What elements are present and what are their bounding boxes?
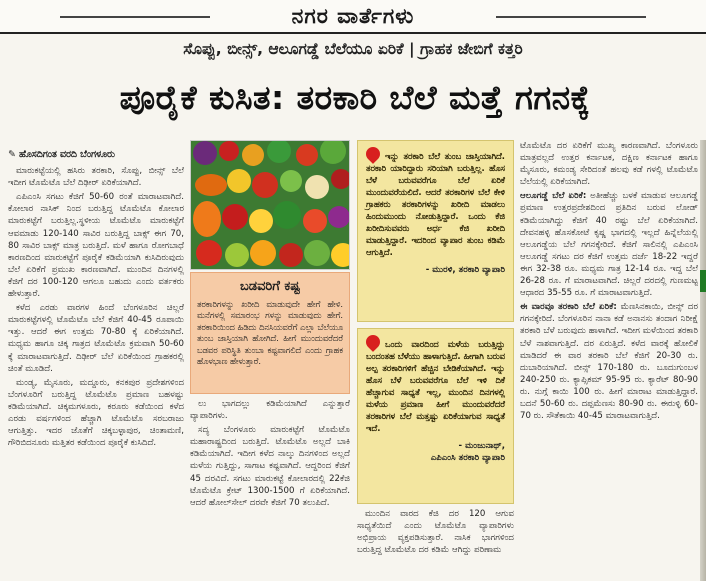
byline [8, 149, 184, 161]
quote-body: ಇನ್ನು ತರಕಾರಿ ಬೆಲೆ ತುಂಬ ಜಾಸ್ತಿಯಾಗಿದೆ. ತರಕಾರಿ ಯಾರಿದ್ದಾರು ಸರಿಯಾಗಿ ಬರುತ್ತಿಲ್ಲ. ಹೊಸ ಬೆಳೆ ಬರುವವರೆಗೂ ಬೆಲೆ ಏರಿಕೆ ಮುಂದುವರೆಯಲಿದೆ. ಆದರೆ ತರಕಾರಿಗಳ ಬೆಲೆ ಕೇಳಿ ಗ್ರಾಹಕರು ತರಕಾರಿಗಳನ್ನು ಖರೀದಿ ಮಾಡಲು ಹಿಂದುಮುಂದು ನೋಡುತ್ತಿದ್ದಾರೆ. ಒಂದು ಕೆಜಿ ಖರೀದಿಸುವವರು ಅರ್ಧ ಕೆಜಿ ಖರೀದಿ ಮಾಡುತ್ತಿದ್ದಾರೆ. ಇದರಿಂದ ವ್ಯಾಪಾರ ತುಂಬ ಕಡಿಮೆ ಆಗುತ್ತಿದೆ. [366, 151, 505, 257]
paragraph: ಮುಂದಿನ ವಾರದ ಕೆಜಿ ದರ 120 ಆಗುವ ಸಾಧ್ಯತೆಯಿದೆ ಎಂದು ಟೊಮೆಟೊ ವ್ಯಾಪಾರಿಗಳು ಅಭಿಪ್ರಾಯ ವ್ಯಕ್ತಪಡಿಸುತ್ತಾರೆ. ನಾಸಿಕ ಭಾಗಗಳಿಂದ ಬರುತ್ತಿದ್ದ ಟೊಮೆಟೊ ದರ ಕಡಿಮೆ ಆಗಿದ್ದು ಪರಿಣಾಮ [357, 509, 514, 556]
quote-box-1 [357, 140, 514, 322]
quote-text [366, 335, 505, 434]
paragraph: ಟೊಮೆಟೊ ದರ ಏರಿಕೆಗೆ ಮುಖ್ಯ ಕಾರಣವಾಗಿದೆ. ಬೆಂಗಳೂರು ಮಾತ್ರವಲ್ಲದೆ ಉತ್ತರ ಕರ್ನಾಟಕ, ದಕ್ಷಿಣ ಕರ್ನಾಟಕ ಹಾಗೂ ಮೈಸೂರು, ಕಮಂಡ್ಯ ಸೇರಿದಂತೆ ಹಲವು ಕಡೆ ಗಳಲ್ಲಿ ಟೊಮೆಟೊ ಬೆಲೆಯಲ್ಲಿ ಏರಿಕೆಯಾಗಿದೆ. [520, 141, 698, 188]
vegetables-photo [190, 140, 350, 270]
kicker: ಸೊಪ್ಪು, ಬೀನ್ಸ್, ಆಲೂಗಡ್ಡೆ ಬೆಲೆಯೂ ಏರಿಕೆ | ಗ್ರಾಹಕ ಜೇಬಿಗೆ ಕತ್ತರಿ [183, 40, 523, 58]
byline-text: ಹೊಸದಿಗಂತ ವರದಿ ಬೆಂಗಳೂರು [19, 149, 115, 160]
quote-attribution: - ಮುರಳಿ, ತರಕಾರಿ ವ್ಯಾಪಾರಿ [425, 265, 505, 275]
red-drop-icon [363, 144, 383, 164]
subheading: ಈ ವಾರವೂ ತರಕಾರಿ ಬೆಲೆ ಏರಿಕೆ: [520, 302, 617, 313]
red-drop-icon [363, 332, 383, 352]
paragraph: ಲು ಭಾಗದಲ್ಲು ಕಡಿಮೆಯಾಗಿದೆ ಎನ್ನುತ್ತಾರೆ ವ್ಯಾಪಾರಿಗಳು. [190, 399, 350, 422]
paragraph [520, 301, 698, 422]
vegetables-illustration [191, 141, 350, 270]
quote-attribution-role: ಎಪಿಎಂಸಿ ತರಕಾರಿ ವ್ಯಾಪಾರಿ [430, 453, 505, 463]
paragraph: ಎಪಿಎಂಸಿ ಸಗಟು ಕೆಜಿಗೆ 50-60 ರಂತೆ ಮಾರಾಟವಾಗಿದೆ. ಕೋಲಾರ ನಾಸಿಕ್ ನಿಂದ ಬರುತ್ತಿದ್ದ ಟೊಮೆಟೊ ಕೋಲಾರ ಮಾರುಕಟ್ಟೆಗೆ ಬರುತ್ತಿಲ್ಲ.ಸ್ಥಳೀಯ ಟೊಮೆಟೊ ಮಾರುಕಟ್ಟೆಗೆ ಆವಮಾಡು 120-140 ಸಾವಿರ ಬರುತ್ತಿದ್ದ ಬಾಕ್ಸ್ ಈಗ 70, 80 ಸಾವಿರ ಬಾಕ್ಸ್ ಮಾತ್ರ ಬರುತ್ತಿದೆ. ಮಳೆ ಹಾಗೂ ರೋಗಬಾಧೆ ಕಾರಣದಿಂದ ಮಾರುಕಟ್ಟೆಗೆ ಪೂರೈಕೆ ಕಡಿಮೆಯಾಗಿ ಕುಸಿದಿರುವುದು ಬೆಲೆ ಏರಿಕೆಗೆ ಪ್ರಮುಖ ಕಾರಣವಾಗಿದೆ. ಮುಂದಿನ ದಿನಗಳಲ್ಲಿ ಕೆಜಿಗೆ ದರ 100-120 ಆಗಲೂ ಬಹುದು ಎಂದು ವರ್ತಕರು ಹೇಳುತ್ತಾರೆ. [8, 192, 184, 300]
article-column-4 [520, 140, 698, 581]
quote-attribution [366, 440, 505, 464]
paragraph [520, 190, 698, 299]
page-edge-shadow [700, 140, 706, 581]
headline: ಪೂರೈಕೆ ಕುಸಿತ: ತರಕಾರಿ ಬೆಲೆ ಮತ್ತೆ ಗಗನಕ್ಕೆ [119, 78, 591, 117]
header-rule-left [60, 16, 210, 18]
quote-body: ಒಂದು ವಾರದಿಂದ ಮಳೆಯ ಬರುತ್ತಿದ್ದು ಬಂದಂತಹ ಬೆಳೆಯು ಹಾಳಾಗುತ್ತಿದೆ. ಹೀಗಾಗಿ ಬರುವ ಅಲ್ಪ ತರಕಾರಿಗಳಿಗೆ ಹೆಚ್ಚಿನ ಬೇಡಿಕೆಯಾಗಿದೆ. ಇನ್ನು ಹೊಸ ಬೆಳೆ ಬರುವವರೆಗೂ ಬೆಲೆ ಇಳಿ ದಿಕೆ ಹೆಚ್ಚಾಗುವ ಸಾಧ್ಯತೆ ಇಲ್ಲ, ಮುಂದಿನ ದಿನಗಳಲ್ಲಿ ಮಳೆಯ ಪ್ರಮಾಣ ಹೀಗೆ ಮುಂದುವರೆದರೆ ತರಕಾರಿಗಳ ಬೆಲೆ ಮತ್ತಷ್ಟು ಏರಿಕೆಯಾಗುವ ಸಾಧ್ಯತೆ ಇದೆ. [366, 339, 505, 433]
article-column-1 [8, 149, 184, 581]
paragraph-body: ಅತೀಹೆಚ್ಚು ಬಳಕೆ ಮಾಡುವ ಆಲೂಗಡ್ಡೆ ಪ್ರಮಾಣ ಉತ್ತರಪ್ರದೇಶದಿಂದ ಪ್ರತಿದಿನ ಬರುವ ಲೋಡ್ ಕಡಿಮೆಯಾಗಿದ್ದು ಕೆಜಿಗೆ 40 ರಷ್ಟು ಬೆಲೆ ಏರಿಕೆಯಾಗಿದೆ. ದೇವನಹಳ್ಳಿ ಹೊಸಕೋಟೆ ಕೃಷ್ಣ ಭಾಗದಲ್ಲಿ ಇಲ್ಲದೆ ಹಿನ್ನೆಲೆಯಲ್ಲಿ ಆಲೂಗಡ್ಡೆಯ ಬೆಲೆ ಗಗನಕ್ಕೇರಿದೆ. ಕೆಜಿಗೆ ಸಾಲಿನಲ್ಲಿ ಎಪಿಎಂಸಿ ಆಲೂಗಡ್ಡೆ ಸಗಟು ದರ ಕೆಜಿಗೆ ಉತ್ತಮ ದರ್ಜೆ 18-22 ಇದ್ದರೆ ಈಗ 32-38 ರೂ. ಮಧ್ಯಮ ಗಾತ್ರ 12-14 ರೂ. ಇದ್ದ ಬೆಲೆ 26-28 ರೂ. ಗೆ ಮಾರಾಟವಾಗಿದೆ. ಚಿಲ್ಲರೆ ದರದಲ್ಲಿ ಗುಣಮಟ್ಟ ಆಧಾರದ 35-55 ರೂ. ಗೆ ಮಾರಾಟವಾಗುತ್ತಿದೆ. [520, 191, 698, 299]
quote-attribution-name: - ಮಂಜುನಾಥ್, [458, 441, 505, 451]
header-rule-right [496, 16, 646, 18]
quote-text [366, 147, 505, 258]
paragraph-body: ಮೆಣಸಿನಕಾಯಿ, ಬೀನ್ಸ್ ದರ ಗಗನಕ್ಕೇರಿದೆ. ಬೆಂಗಳೂರಿನ ನಾನಾ ಕಡೆ ಅನಾನಸು ತಂದಾಗ ನಿರೀಕ್ಷೆ ತರಕಾರಿ ಬೆಳೆ ಬರುವುದು ಹಾಳಾಗಿದೆ. ಇದೀಗ ಮಳೆಯಿಂದ ತರಕಾರಿ ಬೆಳೆ ನಾಶವಾಗುತ್ತಿದೆ. ದರ ಏರುತ್ತಿದೆ. ಕಳೆದ ವಾರಕ್ಕೆ ಹೋಲಿಕೆ ಮಾಡಿದರೆ ಈ ವಾರ ತರಕಾರಿ ಬೆಲೆ ಕೆಜಿಗೆ 20-30 ರು. ದುಬಾರಿಯಾಗಿದೆ. ಬೀನ್ಸ್ 170-180 ರು. ಬೂದುಗುಂಬಳ 240-250 ರು. ಕ್ಯಾಪ್ಸಿಕಮ್ 95-95 ರು. ಕ್ಯಾರೆಟ್ 80-90 ರು. ನುಗ್ಗೆ ಕಾಯಿ 100 ರು. ಹೀಗೆ ಮಾರಾಟ ಮಾಡುತ್ತಿದ್ದಾರೆ. ಬದನೆ 50-60 ರು. ದಪ್ಪಮೆಣಸು 80-90 ರು. ಈರುಳ್ಳಿ 60-70 ರು. ಸೌತೆಕಾಯಿ 40-45 ಮಾರಾಟವಾಗುತ್ತಿದೆ. [520, 302, 698, 422]
page-edge-mark [700, 270, 706, 292]
article-column-3 [357, 508, 514, 581]
section-title: ನಗರ ವಾರ್ತೆಗಳು [291, 3, 415, 28]
info-box-title: ಬಡವರಿಗೆ ಕಷ್ಟ [240, 279, 300, 294]
subheading: ಆಲೂಗಡ್ಡೆ ಬೆಲೆ ಏರಿಕೆ: [520, 191, 587, 202]
paragraph: ಮಂಡ್ಯ, ಮೈಸೂರು, ಮದ್ದೂರು, ಕನಕಪುರ ಪ್ರದೇಶಗಳಿಂದ ಬೆಂಗಳೂರಿಗೆ ಬರುತ್ತಿದ್ದ ಟೊಮೆಟೊ ಪ್ರಮಾಣ ಬಹಳಷ್ಟು ಕಡಿಮೆಯಾಗಿದೆ. ಚಿಕ್ಕಮಗಳೂರು, ಕರೂರು ಕಡೆಯಿಂದ ಕಳೆದ ಎರಡು ವರ್ಷಗಳಿಂದ ಹೆಚ್ಚಾಗಿ ಟೊಮೆಟೊ ಸರಬರಾಜು ಆಗುತ್ತಿತ್ತು. ಇದರ ಜೊತೆಗೆ ಚಿಕ್ಕಬಳ್ಳಾಪುರ, ಚಿಂತಾಮಣಿ, ಗೌರಿಬಿದನೂರು ಮತ್ತಿತರ ಕಡೆಯಿಂದ ಪೂರೈಕೆ ಕುಸಿದಿದೆ. [8, 377, 184, 449]
paragraph: ಸದ್ಯ ಬೆಂಗಳೂರು ಮಾರುಕಟ್ಟೆಗೆ ಟೊಮೆಟೊ ಮಹಾರಾಷ್ಟ್ರದಿಂದ ಬರುತ್ತಿದೆ. ಟೊಮೆಟೊ ಅಲ್ಲದೆ ಬಾಕಿ ಕಡಿಮೆಯಾಗಿದೆ. ಇದೀಗ ಕಳೆದ ನಾಲ್ಕು ದಿನಗಳಿಂದ ಅಲ್ಲದೆ ಮಳೆಯ ಗುತ್ತಿದ್ದು, ಸಾಗಾಟ ಕಷ್ಟವಾಗಿದೆ. ಆದ್ದರಿಂದ ಕೆಜಿಗೆ 45 ದರವಿದೆ. ಸಗಟು ಮಾರುಕಟ್ಟೆ ಕೋಲಾರದಲ್ಲಿ 22ಕೆಜಿ ಟೊಮೆಟೊ ಕ್ರೇಟ್ 1300-1500 ಗೆ ಏರಿಕೆಯಾಗಿದೆ. ಆದರೆ ಹೋಲ್‌ಸೇಲ್ ದರವೇ ಕೆಜಿಗೆ 70 ತಲುಪಿದೆ. [190, 425, 350, 508]
paragraph: ಮಾರುಕಟ್ಟೆಯಲ್ಲಿ ಹಸಿರು ತರಕಾರಿ, ಸೊಪ್ಪು, ಬೀನ್ಸ್ ಬೆಲೆ ಇದೀಗ ಟೊಮೆಟೊ ಬೆಲೆ ದಿಢೀರ್ ಏರಿಕೆಯಾಗಿದೆ. [8, 166, 184, 189]
paragraph: ಕಳೆದ ಎರಡು ವಾರಗಳ ಹಿಂದೆ ಬೆಂಗಳೂರಿನ ಚಿಲ್ಲರೆ ಮಾರುಕಟ್ಟೆಗಳಲ್ಲಿ ಟೊಮೆಟೊ ಬೆಲೆ ಕೆಜಿಗೆ 40-45 ರೂಪಾಯಿ ಇತ್ತು. ಆದರೆ ಈಗ ಉತ್ತಮ 70-80 ಕ್ಕೆ ಏರಿಕೆಯಾಗಿದೆ. ಮಧ್ಯಮ ಹಾಗೂ ಚಿಕ್ಕ ಗಾತ್ರದ ಟೊಮೆಟೊ ಕ್ರಮವಾಗಿ 50-60 ಕ್ಕೆ ಮಾರಾಟವಾಗುತ್ತಿದೆ. ದಿಢೀರ್ ಬೆಲೆ ಏರಿಕೆಯಿಂದ ಗ್ರಾಹಕರಲ್ಲಿ ಚಿಂತೆ ಮೂಡಿದೆ. [8, 303, 184, 374]
article-column-2 [190, 398, 350, 581]
section-header [0, 0, 706, 34]
pen-icon: ✎ [8, 149, 16, 160]
quote-box-2 [357, 328, 514, 504]
info-box [190, 272, 350, 394]
info-box-text: ತರಕಾರಿಗಳನ್ನು ಖರೀದಿ ಮಾಡುವುದೇ ಹೇಗೆ ಹೇಳಿ. ಮನೆಗಳಲ್ಲಿ ಸಮಾರಂಭ ಗಳನ್ನು ಮಾಡುವುದು ಹೇಗೆ. ತರಕಾರಿಯಿಂದ ಹಿಡಿದು ದಿನಸಿಯವರೆಗೆ ಎಲ್ಲಾ ಬೆಲೆಯೂ ತುಂಬ ಜಾಸ್ತಿಯಾಗಿ ಹೋಗಿದೆ. ಹೀಗೆ ಮುಂದುವರೆದರೆ ಬಡವರ ಪರಿಸ್ಥಿತಿ ತುಂಬಾ ಕಷ್ಟವಾಗಲಿದೆ ಎಂದು ಗ್ರಾಹಕ ಹೊಳಭಾಣ ಹೇಳುತ್ತಾರೆ. [197, 299, 343, 367]
